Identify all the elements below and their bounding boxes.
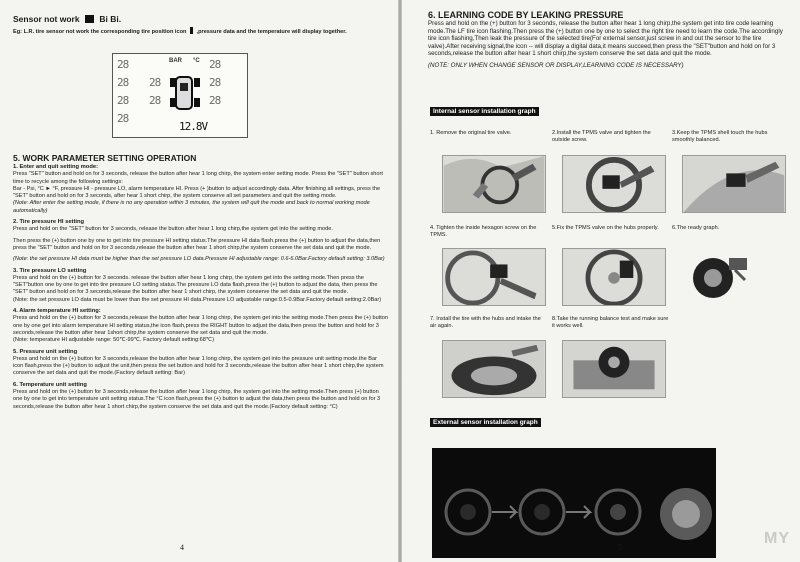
step-8-caption: 8.Take the running balance test and make sure it works well. (552, 316, 669, 329)
lcd-voltage-reading: 12.8V (179, 120, 208, 133)
photo-step-2 (562, 155, 666, 213)
photo-step-3 (682, 155, 786, 213)
speaker-icon (85, 15, 94, 23)
lcd-digits-mid-2: 28 (149, 94, 161, 107)
page-right (402, 0, 800, 562)
lcd-bar-label: BAR (169, 58, 182, 64)
s2-title: 2. Tire pressure HI setting (13, 219, 85, 226)
s2-p2: Then press the (+) button one by one to get into tire pressure HI setting status.The pressure HI data flash.press the (+) button to adjust the data,then press the "SET" button and hold on for 3 seconds,release the button after hear 1 short chirp,the system conserve the set data and quit the mode. (13, 237, 381, 251)
s1-p2: Bar - Psi, °C ► °F, pressure HI - pressure LO, alarm temperature HI. Press (+ )button to adjust accordingly data. After finishing all settings, press the "SET" button and hold on for 3 seconds, after hear 1 short chirp, the system conserve all set parameters and quit the setting mode. (13, 185, 381, 200)
step-3-caption: 3.Keep the TPMS shell touch the hubs smoothly balanced. (672, 130, 768, 143)
lcd-display-figure (112, 53, 248, 138)
photo-step-1 (442, 155, 546, 213)
step-6-caption: 6.The ready graph. (672, 225, 720, 231)
s1-p1: Press "SET" button and hold on for 3 seconds, release the button after hear 1 long chirp, the system enter setting mode. Press the "SET" button short time to recycle among the following settings: (13, 171, 383, 185)
tire-rr-icon (194, 98, 200, 107)
learning-code-body: Press and hold on the (+) button for 3 seconds, release the button after hear 1 long chirp,the system get into tire code learning mode.The LF tire icon flashing.Then press the (+) button one by one to select the right tire need to learn the code.The accordingly tire icon flashing,Then leak the pressure of the selected tire(For external sensor,just screw in and out the sensor to the tire valve).After receiving signal,the icon -- will display a digital data,it means succeed,then press the "SET"button and hold on for 3 seconds,release the button after hear 1 short chirp,the system conserve the set data and quit the mode. (428, 20, 783, 58)
tire-lf-icon (170, 78, 176, 87)
s3-note: (Note: the set pressure LO data must be lower than the set pressure HI data.Pressure LO adjustable range:0.5-0.9Bar.Factory default setting:2.0Bar) (13, 296, 382, 303)
s1-title: 1. Enter and quit setting mode: (13, 164, 99, 170)
learning-code-column (428, 10, 793, 70)
external-sensor-photo (432, 448, 716, 558)
lcd-digits-rr-1: 28 (209, 94, 221, 107)
s1-note: (Note: After enter the setting mode, if there is no any operation within 3 minutes, the system will quit the mode and back to normal working mode automatically) (13, 200, 370, 214)
step-5-caption: 5.Fix the TPMS valve on the hubs properly. (552, 225, 659, 231)
car-icon (175, 76, 193, 110)
external-sensor-banner: External sensor installation graph (430, 418, 541, 427)
sensor-header (13, 14, 121, 24)
internal-sensor-banner: Internal sensor installation graph (430, 107, 539, 116)
step-4-caption: 4. Tighten the inside hexagon screw on the TPMS. (430, 225, 537, 238)
sensor-header-bibi: Bi Bi. (99, 14, 122, 24)
photo-step-7 (442, 340, 546, 398)
s2-note: (Note: the set pressure HI data must be higher than the set pressure LO data.Pressure HI adjustable range: 0.6-6.0Bar.Factory default setting: 3.0Bar) (13, 256, 385, 263)
example-text-part1: Eg: L.R. tire sensor not work the corresponding tire position icon (13, 29, 187, 35)
lcd-digits-lr-1: 28 (117, 94, 129, 107)
lcd-digits-rf-2: 28 (209, 76, 221, 89)
learning-code-note: (NOTE: ONLY WHEN CHANGE SENSOR OR DISPLAY,LEARNING CODE IS NECESSARY) (428, 61, 684, 69)
example-text (13, 27, 378, 37)
photo-step-8 (562, 340, 666, 398)
s5-title: 5. Pressure unit setting (13, 348, 78, 355)
s4-note: (Note: temperature HI adjustable range: 50℃-99℃. Factory default setting:68℃) (13, 337, 215, 344)
section-6-title: 6. LEARNING CODE BY LEAKING PRESSURE (428, 10, 624, 20)
step-7-caption: 7. Install the tire with the hubs and intake the air again. (430, 316, 541, 329)
lcd-digits-lf-1: 28 (117, 58, 129, 71)
s6-title: 6. Temperature unit setting (13, 381, 87, 388)
step-1-caption: 1. Remove the original tire valve. (430, 130, 512, 136)
s3-p1: Press and hold on the (+) button for 3 seconds. release the button after hear 1 long chirp, the system get into the setting mode.Then press the "SET"button one by one to get into tire pressure LO setting status.The pressure LO data flash,press the (+) button to adjust the data, then press the "SET" button and hold on for 3 seconds,release the button after hear 1 short chirp, the system conserve the set data and quit the mode. (13, 274, 378, 296)
watermark: MY (764, 530, 790, 547)
photo-step-6 (687, 252, 757, 300)
tire-position-icon (190, 27, 193, 34)
lcd-digits-lf-2: 28 (117, 76, 129, 89)
s6-p1: Press and hold on the (+) button for 3 seconds,release the button after hear 1 long chirp, the system get into the setting mode.Then press (+) button one by one to get into temperature unit setting status.The °C icon flash,press the (+) button to adjust the data,then press the button and hold on for 3 seconds,release the button after hear 1 short chirp,the system conserve the set data and quit the mode.(Factory default setting: °C) (13, 389, 381, 410)
step-2-caption: 2.Install the TPMS valve and tighten the outside screw. (552, 130, 651, 143)
s2-p1: Press and hold on the "SET" button for 3 seconds, release the button after hear 1 long chirp,the system get into the setting mode. (13, 226, 333, 233)
s4-p1: Press and hold on the (+) button for 3 seconds,release the button after hear 1 long chirp, the system get into the setting mode.Then press the (+) button one by one get into alarm temperature HI setting status,the icon flash,press the RIGHT button to adjust the data,then press the button and hold for 3 seconds,release the button after hear 1short chirp,the system conserve the set data and quit the mode. (13, 315, 389, 336)
example-text-part2: ,pressure data and the temperature will display together. (196, 29, 347, 35)
photo-step-5 (562, 248, 666, 306)
page-number-left: 4 (180, 543, 184, 552)
lcd-digits-rf-1: 28 (209, 58, 221, 71)
lcd-digits-lr-2: 28 (117, 112, 129, 125)
section-5-title: 5. WORK PARAMETER SETTING OPERATION (13, 153, 197, 163)
photo-step-4 (442, 248, 546, 306)
s3-title: 3. Tire pressure LO setting (13, 267, 87, 274)
sensor-header-text: Sensor not work (13, 14, 80, 24)
s5-p1: Press and hold on the (+) button for 3 seconds,release the button after hear 1 long chirp, the system get into the pressure unit setting mode.the Bar icon flash,press the (+) button to adjust the unit,then press the set button and hold for 3 seconds,release the button after hear 1 short chirp,the system conserve the set data and quit the mode.(Factory default setting: Bar) (13, 355, 384, 377)
s4-title: 4. Alarm temperature HI setting: (13, 308, 101, 315)
page-left (0, 0, 398, 562)
settings-column (13, 153, 388, 415)
tire-rf-icon (194, 78, 200, 87)
lcd-temp-label: °C (193, 58, 200, 64)
lcd-digits-mid-1: 28 (149, 76, 161, 89)
tire-lr-icon (170, 98, 176, 107)
page-number-right: 5 (618, 543, 622, 552)
